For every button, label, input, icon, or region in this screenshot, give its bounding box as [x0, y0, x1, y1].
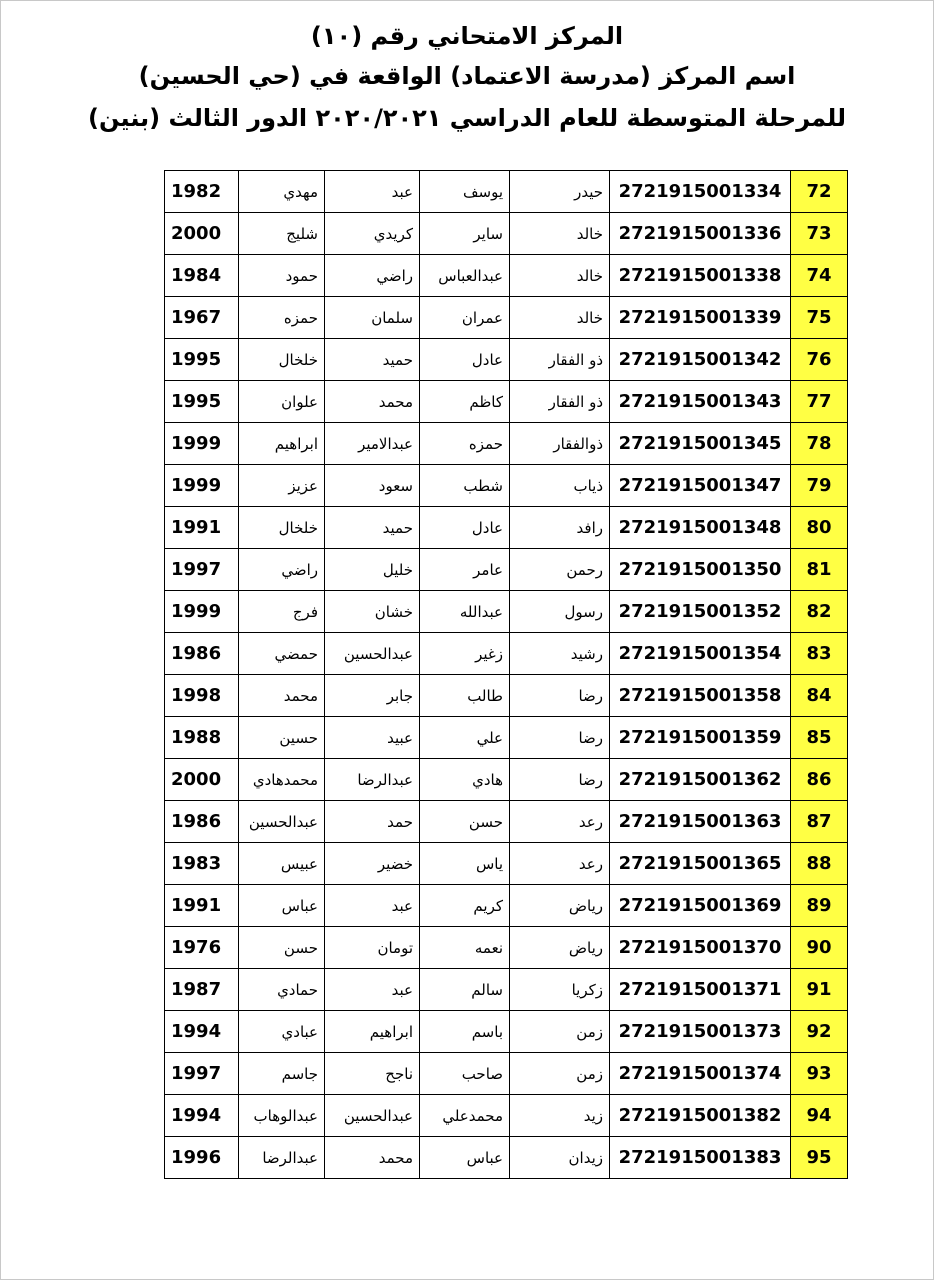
family-name-cell: حمضي — [239, 633, 325, 675]
exam-code-cell: 2721915001371 — [610, 969, 791, 1011]
grandfather-name-cell: عبدالحسين — [325, 633, 420, 675]
table-row — [165, 423, 848, 465]
grandfather-name-cell: عبدالامير — [325, 423, 420, 465]
birth-year-cell: 1984 — [165, 255, 239, 297]
father-name-cell: حمزه — [420, 423, 510, 465]
father-name-cell: ياس — [420, 843, 510, 885]
exam-code-cell: 2721915001334 — [610, 171, 791, 213]
table-row — [165, 675, 848, 717]
father-name-cell: زغير — [420, 633, 510, 675]
seq-number-cell: 75 — [791, 297, 848, 339]
seq-number-cell: 84 — [791, 675, 848, 717]
table-row — [165, 255, 848, 297]
seq-number-cell: 79 — [791, 465, 848, 507]
father-name-cell: كاظم — [420, 381, 510, 423]
exam-code-cell: 2721915001383 — [610, 1137, 791, 1179]
birth-year-cell: 1996 — [165, 1137, 239, 1179]
birth-year-cell: 1995 — [165, 381, 239, 423]
grandfather-name-cell: عبدالرضا — [325, 759, 420, 801]
seq-number-cell: 89 — [791, 885, 848, 927]
exam-code-cell: 2721915001350 — [610, 549, 791, 591]
first-name-cell: زيد — [510, 1095, 610, 1137]
exam-code-cell: 2721915001369 — [610, 885, 791, 927]
family-name-cell: حمزه — [239, 297, 325, 339]
first-name-cell: رسول — [510, 591, 610, 633]
birth-year-cell: 1991 — [165, 507, 239, 549]
seq-number-cell: 93 — [791, 1053, 848, 1095]
exam-code-cell: 2721915001363 — [610, 801, 791, 843]
first-name-cell: رياض — [510, 885, 610, 927]
first-name-cell: رعد — [510, 843, 610, 885]
birth-year-cell: 1987 — [165, 969, 239, 1011]
student-roster-table — [164, 170, 848, 1179]
grandfather-name-cell: عبدالحسين — [325, 1095, 420, 1137]
exam-code-cell: 2721915001359 — [610, 717, 791, 759]
seq-number-cell: 88 — [791, 843, 848, 885]
grandfather-name-cell: خضير — [325, 843, 420, 885]
table-row — [165, 885, 848, 927]
exam-code-cell: 2721915001343 — [610, 381, 791, 423]
seq-number-cell: 95 — [791, 1137, 848, 1179]
birth-year-cell: 1999 — [165, 423, 239, 465]
exam-code-cell: 2721915001345 — [610, 423, 791, 465]
seq-number-cell: 76 — [791, 339, 848, 381]
birth-year-cell: 1999 — [165, 591, 239, 633]
father-name-cell: نعمه — [420, 927, 510, 969]
seq-number-cell: 73 — [791, 213, 848, 255]
family-name-cell: عباس — [239, 885, 325, 927]
table-row — [165, 633, 848, 675]
family-name-cell: فرج — [239, 591, 325, 633]
table-row — [165, 1011, 848, 1053]
father-name-cell: هادي — [420, 759, 510, 801]
grandfather-name-cell: محمد — [325, 381, 420, 423]
table-row — [165, 465, 848, 507]
first-name-cell: رافد — [510, 507, 610, 549]
table-row — [165, 213, 848, 255]
table-row — [165, 381, 848, 423]
birth-year-cell: 2000 — [165, 759, 239, 801]
birth-year-cell: 1995 — [165, 339, 239, 381]
father-name-cell: عادل — [420, 339, 510, 381]
father-name-cell: صاحب — [420, 1053, 510, 1095]
first-name-cell: رحمن — [510, 549, 610, 591]
grandfather-name-cell: عبيد — [325, 717, 420, 759]
father-name-cell: عباس — [420, 1137, 510, 1179]
birth-year-cell: 1967 — [165, 297, 239, 339]
family-name-cell: عزيز — [239, 465, 325, 507]
family-name-cell: عبدالوهاب — [239, 1095, 325, 1137]
family-name-cell: ابراهيم — [239, 423, 325, 465]
table-row — [165, 1137, 848, 1179]
father-name-cell: كريم — [420, 885, 510, 927]
grandfather-name-cell: تومان — [325, 927, 420, 969]
birth-year-cell: 1988 — [165, 717, 239, 759]
seq-number-cell: 90 — [791, 927, 848, 969]
first-name-cell: رعد — [510, 801, 610, 843]
exam-code-cell: 2721915001362 — [610, 759, 791, 801]
grandfather-name-cell: جابر — [325, 675, 420, 717]
table-row — [165, 843, 848, 885]
first-name-cell: زمن — [510, 1011, 610, 1053]
grandfather-name-cell: محمد — [325, 1137, 420, 1179]
first-name-cell: حيدر — [510, 171, 610, 213]
exam-code-cell: 2721915001339 — [610, 297, 791, 339]
seq-number-cell: 86 — [791, 759, 848, 801]
seq-number-cell: 85 — [791, 717, 848, 759]
first-name-cell: رضا — [510, 675, 610, 717]
grandfather-name-cell: حمد — [325, 801, 420, 843]
family-name-cell: عبيس — [239, 843, 325, 885]
table-row — [165, 927, 848, 969]
family-name-cell: خلخال — [239, 339, 325, 381]
birth-year-cell: 1997 — [165, 1053, 239, 1095]
first-name-cell: زمن — [510, 1053, 610, 1095]
family-name-cell: حمود — [239, 255, 325, 297]
grandfather-name-cell: خشان — [325, 591, 420, 633]
table-row — [165, 1053, 848, 1095]
exam-code-cell: 2721915001348 — [610, 507, 791, 549]
grandfather-name-cell: عبد — [325, 171, 420, 213]
birth-year-cell: 1994 — [165, 1011, 239, 1053]
father-name-cell: عمران — [420, 297, 510, 339]
table-row — [165, 759, 848, 801]
exam-code-cell: 2721915001342 — [610, 339, 791, 381]
table-row — [165, 507, 848, 549]
exam-code-cell: 2721915001352 — [610, 591, 791, 633]
birth-year-cell: 1986 — [165, 633, 239, 675]
father-name-cell: عبدالله — [420, 591, 510, 633]
birth-year-cell: 2000 — [165, 213, 239, 255]
father-name-cell: محمدعلي — [420, 1095, 510, 1137]
table-row — [165, 339, 848, 381]
family-name-cell: محمد — [239, 675, 325, 717]
table-row — [165, 969, 848, 1011]
father-name-cell: شطب — [420, 465, 510, 507]
grandfather-name-cell: حميد — [325, 507, 420, 549]
grandfather-name-cell: كريدي — [325, 213, 420, 255]
father-name-cell: باسم — [420, 1011, 510, 1053]
family-name-cell: عبادي — [239, 1011, 325, 1053]
seq-number-cell: 82 — [791, 591, 848, 633]
first-name-cell: ذياب — [510, 465, 610, 507]
exam-code-cell: 2721915001370 — [610, 927, 791, 969]
stage-year-round: للمرحلة المتوسطة للعام الدراسي ٢٠٢٠/٢٠٢١ الدور الثالث (بنين) — [87, 104, 847, 132]
father-name-cell: عبدالعباس — [420, 255, 510, 297]
table-row — [165, 1095, 848, 1137]
exam-code-cell: 2721915001374 — [610, 1053, 791, 1095]
table-row — [165, 717, 848, 759]
first-name-cell: خالد — [510, 297, 610, 339]
center-name-location: اسم المركز (مدرسة الاعتماد) الواقعة في (حي الحسين) — [138, 62, 796, 90]
exam-code-cell: 2721915001354 — [610, 633, 791, 675]
father-name-cell: عادل — [420, 507, 510, 549]
family-name-cell: عبدالحسين — [239, 801, 325, 843]
exam-code-cell: 2721915001373 — [610, 1011, 791, 1053]
first-name-cell: زكريا — [510, 969, 610, 1011]
birth-year-cell: 1999 — [165, 465, 239, 507]
table-row — [165, 549, 848, 591]
first-name-cell: زيدان — [510, 1137, 610, 1179]
grandfather-name-cell: عبد — [325, 969, 420, 1011]
seq-number-cell: 74 — [791, 255, 848, 297]
first-name-cell: خالد — [510, 255, 610, 297]
exam-code-cell: 2721915001382 — [610, 1095, 791, 1137]
grandfather-name-cell: عبد — [325, 885, 420, 927]
birth-year-cell: 1997 — [165, 549, 239, 591]
birth-year-cell: 1986 — [165, 801, 239, 843]
first-name-cell: رضا — [510, 759, 610, 801]
grandfather-name-cell: حميد — [325, 339, 420, 381]
family-name-cell: خلخال — [239, 507, 325, 549]
grandfather-name-cell: راضي — [325, 255, 420, 297]
seq-number-cell: 94 — [791, 1095, 848, 1137]
family-name-cell: محمدهادي — [239, 759, 325, 801]
father-name-cell: طالب — [420, 675, 510, 717]
birth-year-cell: 1983 — [165, 843, 239, 885]
first-name-cell: رضا — [510, 717, 610, 759]
birth-year-cell: 1982 — [165, 171, 239, 213]
family-name-cell: راضي — [239, 549, 325, 591]
family-name-cell: جاسم — [239, 1053, 325, 1095]
father-name-cell: حسن — [420, 801, 510, 843]
family-name-cell: حسين — [239, 717, 325, 759]
family-name-cell: حسن — [239, 927, 325, 969]
grandfather-name-cell: سعود — [325, 465, 420, 507]
exam-center-number: المركز الامتحاني رقم (١٠) — [310, 22, 624, 50]
seq-number-cell: 87 — [791, 801, 848, 843]
table-row — [165, 591, 848, 633]
seq-number-cell: 91 — [791, 969, 848, 1011]
family-name-cell: مهدي — [239, 171, 325, 213]
seq-number-cell: 83 — [791, 633, 848, 675]
seq-number-cell: 72 — [791, 171, 848, 213]
father-name-cell: يوسف — [420, 171, 510, 213]
grandfather-name-cell: خليل — [325, 549, 420, 591]
table-row — [165, 801, 848, 843]
exam-code-cell: 2721915001338 — [610, 255, 791, 297]
first-name-cell: رياض — [510, 927, 610, 969]
roster-body — [165, 171, 848, 1179]
father-name-cell: علي — [420, 717, 510, 759]
birth-year-cell: 1991 — [165, 885, 239, 927]
exam-code-cell: 2721915001358 — [610, 675, 791, 717]
seq-number-cell: 78 — [791, 423, 848, 465]
birth-year-cell: 1994 — [165, 1095, 239, 1137]
seq-number-cell: 77 — [791, 381, 848, 423]
birth-year-cell: 1976 — [165, 927, 239, 969]
table-row — [165, 171, 848, 213]
family-name-cell: علوان — [239, 381, 325, 423]
exam-code-cell: 2721915001347 — [610, 465, 791, 507]
seq-number-cell: 92 — [791, 1011, 848, 1053]
birth-year-cell: 1998 — [165, 675, 239, 717]
table-row — [165, 297, 848, 339]
father-name-cell: عامر — [420, 549, 510, 591]
seq-number-cell: 81 — [791, 549, 848, 591]
first-name-cell: خالد — [510, 213, 610, 255]
first-name-cell: رشيد — [510, 633, 610, 675]
first-name-cell: ذو الفقار — [510, 381, 610, 423]
grandfather-name-cell: ابراهيم — [325, 1011, 420, 1053]
seq-number-cell: 80 — [791, 507, 848, 549]
family-name-cell: شليج — [239, 213, 325, 255]
first-name-cell: ذوالفقار — [510, 423, 610, 465]
family-name-cell: حمادي — [239, 969, 325, 1011]
family-name-cell: عبدالرضا — [239, 1137, 325, 1179]
exam-code-cell: 2721915001336 — [610, 213, 791, 255]
father-name-cell: ساير — [420, 213, 510, 255]
exam-code-cell: 2721915001365 — [610, 843, 791, 885]
first-name-cell: ذو الفقار — [510, 339, 610, 381]
grandfather-name-cell: ناجح — [325, 1053, 420, 1095]
grandfather-name-cell: سلمان — [325, 297, 420, 339]
father-name-cell: سالم — [420, 969, 510, 1011]
